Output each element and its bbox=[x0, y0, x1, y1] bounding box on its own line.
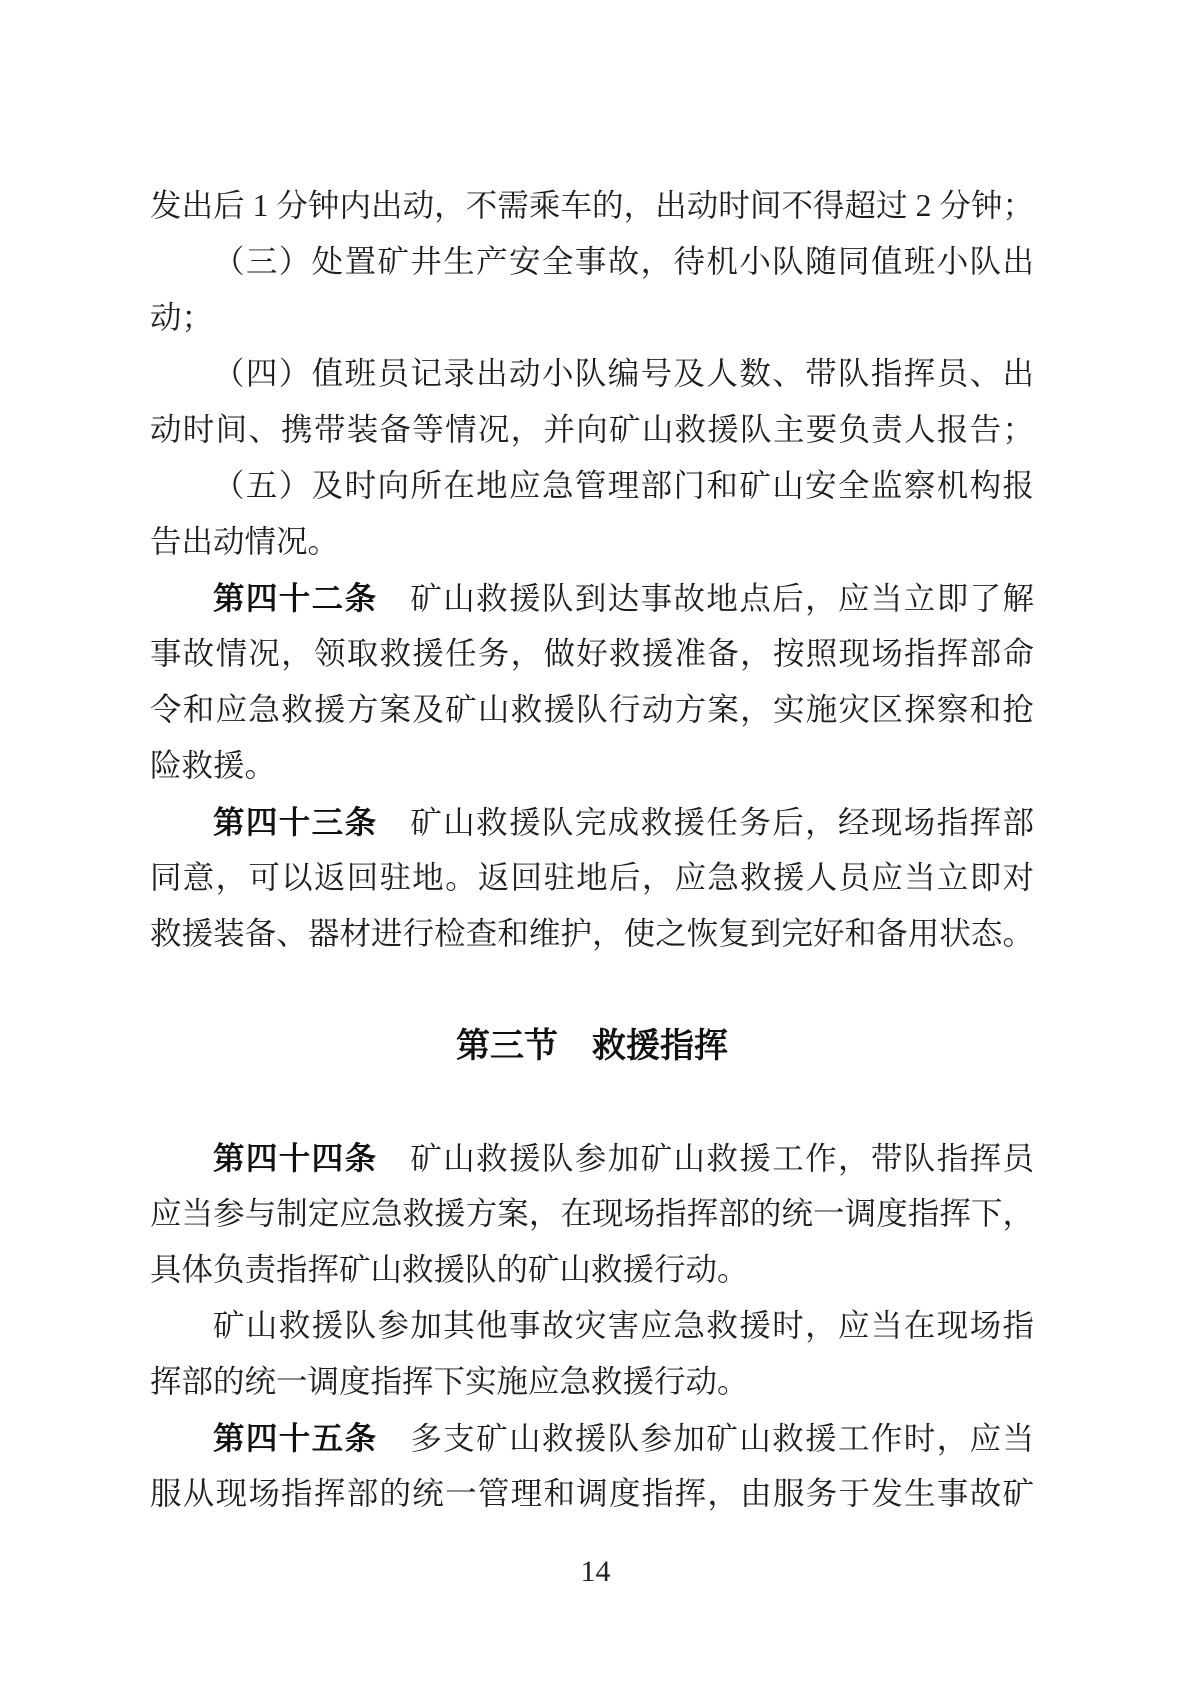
text-line: 服从现场指挥部的统一管理和调度指挥，由服务于发生事故矿 bbox=[150, 1476, 1034, 1511]
article-number-label: 第四十四条 bbox=[213, 1140, 378, 1176]
text-line: 令和应急救援方案及矿山救援队行动方案，实施灾区探察和抢 bbox=[150, 692, 1034, 727]
article-number-label: 第四十三条 bbox=[213, 804, 378, 840]
text-line bbox=[150, 570, 1034, 626]
text-line bbox=[150, 1410, 1034, 1466]
article-paragraph bbox=[150, 1410, 1034, 1522]
paragraph bbox=[150, 234, 1034, 346]
text-line: 救援装备、器材进行检查和维护，使之恢复到完好和备用状态。 bbox=[150, 916, 1034, 951]
paragraph bbox=[150, 1298, 1034, 1410]
section-heading: 第三节 救援指挥 bbox=[456, 1027, 728, 1065]
article-text: 多支矿山救援队参加矿山救援工作时，应当 bbox=[377, 1421, 1034, 1456]
text-line: （五）及时向所在地应急管理部门和矿山安全监察机构报 bbox=[213, 468, 1034, 503]
text-line: 同意，可以返回驻地。返回驻地后，应急救援人员应当立即对 bbox=[150, 860, 1034, 895]
text-line: 矿山救援队参加其他事故灾害应急救援时，应当在现场指 bbox=[213, 1308, 1034, 1343]
article-text: 矿山救援队到达事故地点后，应当立即了解 bbox=[377, 581, 1034, 616]
page-number: 14 bbox=[580, 1555, 611, 1588]
article-number-label: 第四十二条 bbox=[213, 580, 378, 616]
article-paragraph bbox=[150, 794, 1034, 962]
text-line: 事故情况，领取救援任务，做好救援准备，按照现场指挥部命 bbox=[150, 636, 1034, 671]
article-text: 矿山救援队完成救援任务后，经现场指挥部 bbox=[377, 805, 1034, 840]
text-line: 告出动情况。 bbox=[150, 524, 340, 559]
article-paragraph bbox=[150, 570, 1034, 794]
paragraph bbox=[150, 178, 1034, 234]
paragraph bbox=[150, 346, 1034, 458]
text-line: 发出后 1 分钟内出动，不需乘车的，出动时间不得超过 2 分钟； bbox=[150, 188, 1034, 223]
text-line: （四）值班员记录出动小队编号及人数、带队指挥员、出 bbox=[213, 356, 1034, 391]
text-line bbox=[150, 794, 1034, 850]
text-line: 动； bbox=[150, 300, 214, 335]
document-content bbox=[150, 178, 1034, 1522]
text-line: （三）处置矿井生产安全事故，待机小队随同值班小队出 bbox=[213, 244, 1034, 279]
text-line bbox=[150, 1130, 1034, 1186]
text-line: 挥部的统一调度指挥下实施应急救援行动。 bbox=[150, 1364, 749, 1399]
text-line: 险救援。 bbox=[150, 748, 277, 783]
article-number-label: 第四十五条 bbox=[213, 1420, 378, 1456]
text-line: 具体负责指挥矿山救援队的矿山救援行动。 bbox=[150, 1252, 749, 1287]
article-paragraph bbox=[150, 1130, 1034, 1298]
text-line: 动时间、携带装备等情况，并向矿山救援队主要负责人报告； bbox=[150, 412, 1034, 447]
paragraph bbox=[150, 458, 1034, 570]
article-text: 矿山救援队参加矿山救援工作，带队指挥员 bbox=[377, 1141, 1034, 1176]
text-line: 应当参与制定应急救援方案，在现场指挥部的统一调度指挥下， bbox=[150, 1196, 1034, 1231]
